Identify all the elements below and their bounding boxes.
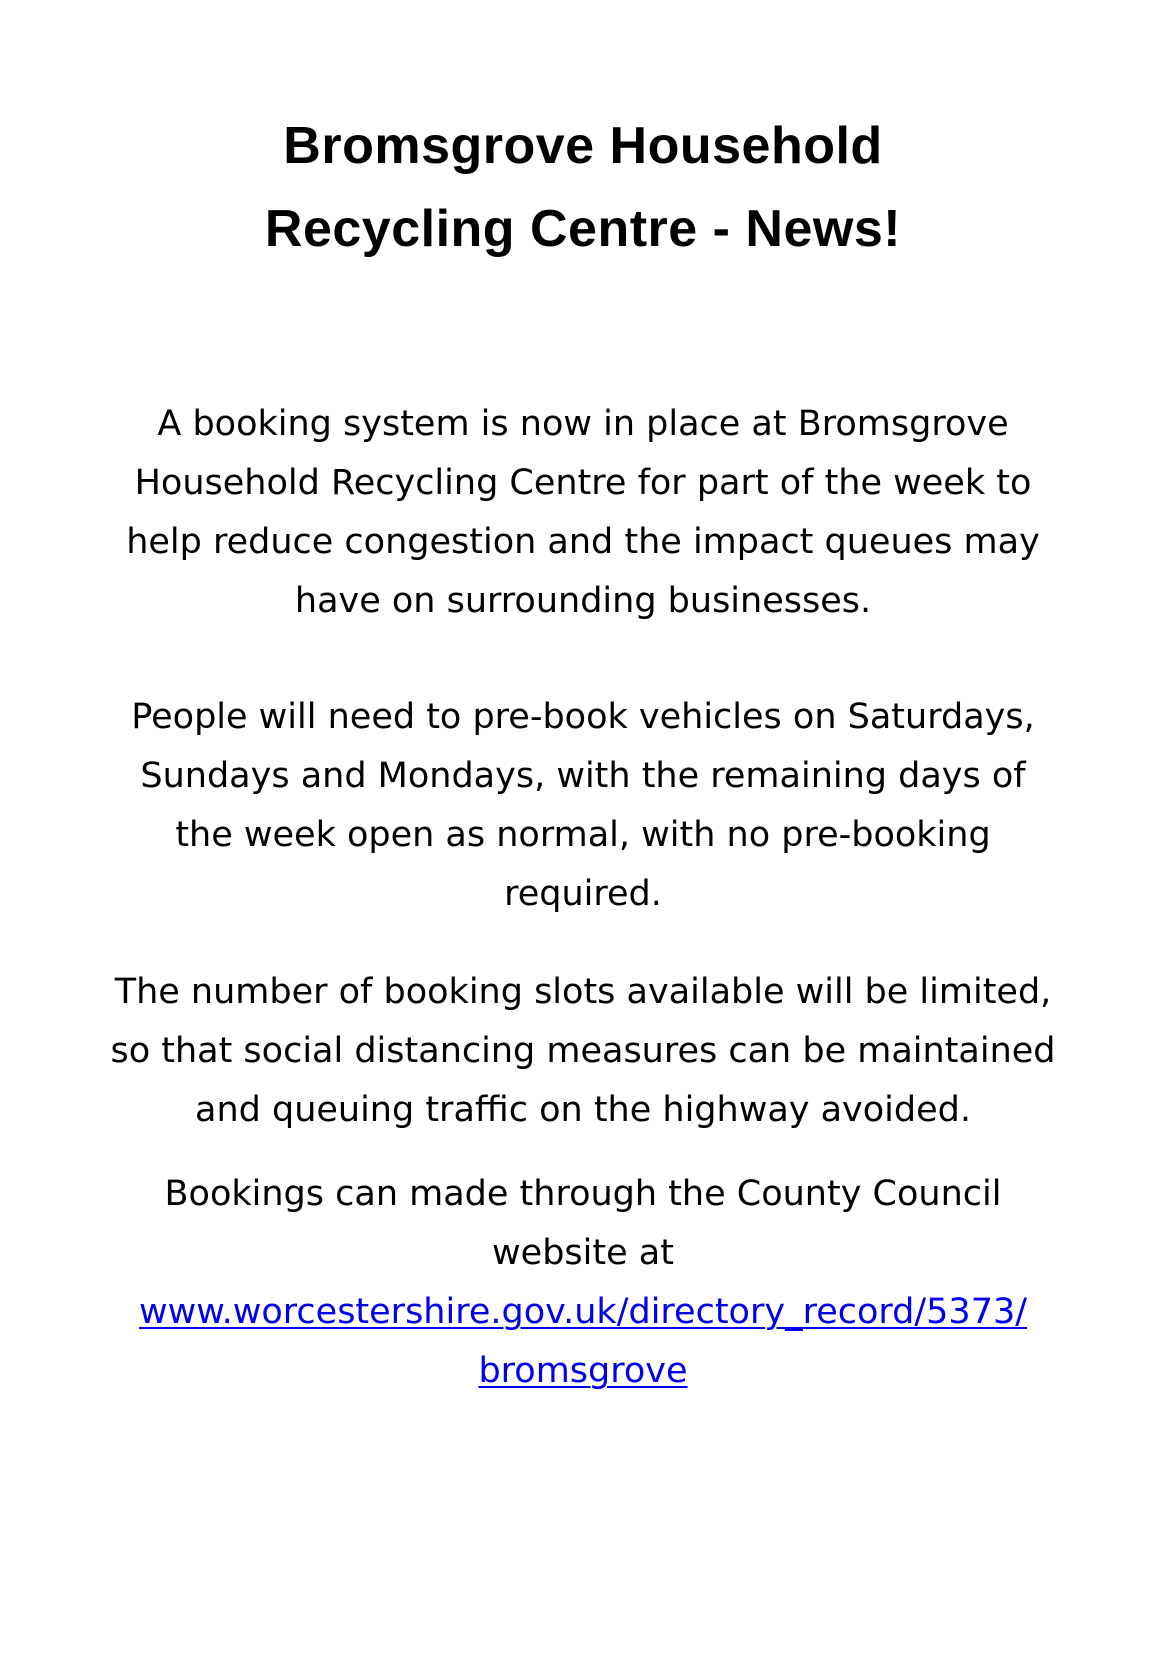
paragraph-booking-slots xyxy=(60,963,1106,1140)
paragraph-line: Sundays and Mondays, with the remaining days of xyxy=(140,756,1026,796)
booking-link-line-1 xyxy=(60,1283,1106,1342)
paragraph-line: Bookings can made through the County Council xyxy=(164,1174,1002,1214)
booking-website-link[interactable]: www.worcestershire.gov.uk/directory_record/5373/ xyxy=(138,1292,1028,1332)
paragraph-line: People will need to pre-book vehicles on Saturdays, xyxy=(131,697,1035,737)
paragraph-line: Household Recycling Centre for part of the week to xyxy=(134,463,1032,503)
paragraph-line: so that social distancing measures can be maintained xyxy=(110,1031,1056,1071)
paragraph-booking-system xyxy=(60,395,1106,631)
booking-link-line-2 xyxy=(60,1342,1106,1401)
page-title xyxy=(0,105,1166,271)
booking-website-link-continued[interactable]: bromsgrove xyxy=(478,1351,688,1391)
paragraph-line: website at xyxy=(492,1233,674,1273)
paragraph-line: A booking system is now in place at Bromsgrove xyxy=(157,404,1009,444)
paragraph-how-to-book xyxy=(60,1165,1106,1401)
paragraph-line: and queuing traffic on the highway avoided. xyxy=(195,1090,971,1130)
paragraph-line: have on surrounding businesses. xyxy=(294,581,872,621)
paragraph-line: The number of booking slots available will be limited, xyxy=(114,972,1052,1012)
title-line-1: Bromsgrove Household xyxy=(283,117,883,175)
title-line-2: Recycling Centre - News! xyxy=(264,200,902,258)
paragraph-line: the week open as normal, with no pre-booking xyxy=(175,815,991,855)
paragraph-line: help reduce congestion and the impact queues may xyxy=(126,522,1040,562)
paragraph-line: required. xyxy=(504,874,662,914)
paragraph-pre-book-days xyxy=(60,688,1106,924)
